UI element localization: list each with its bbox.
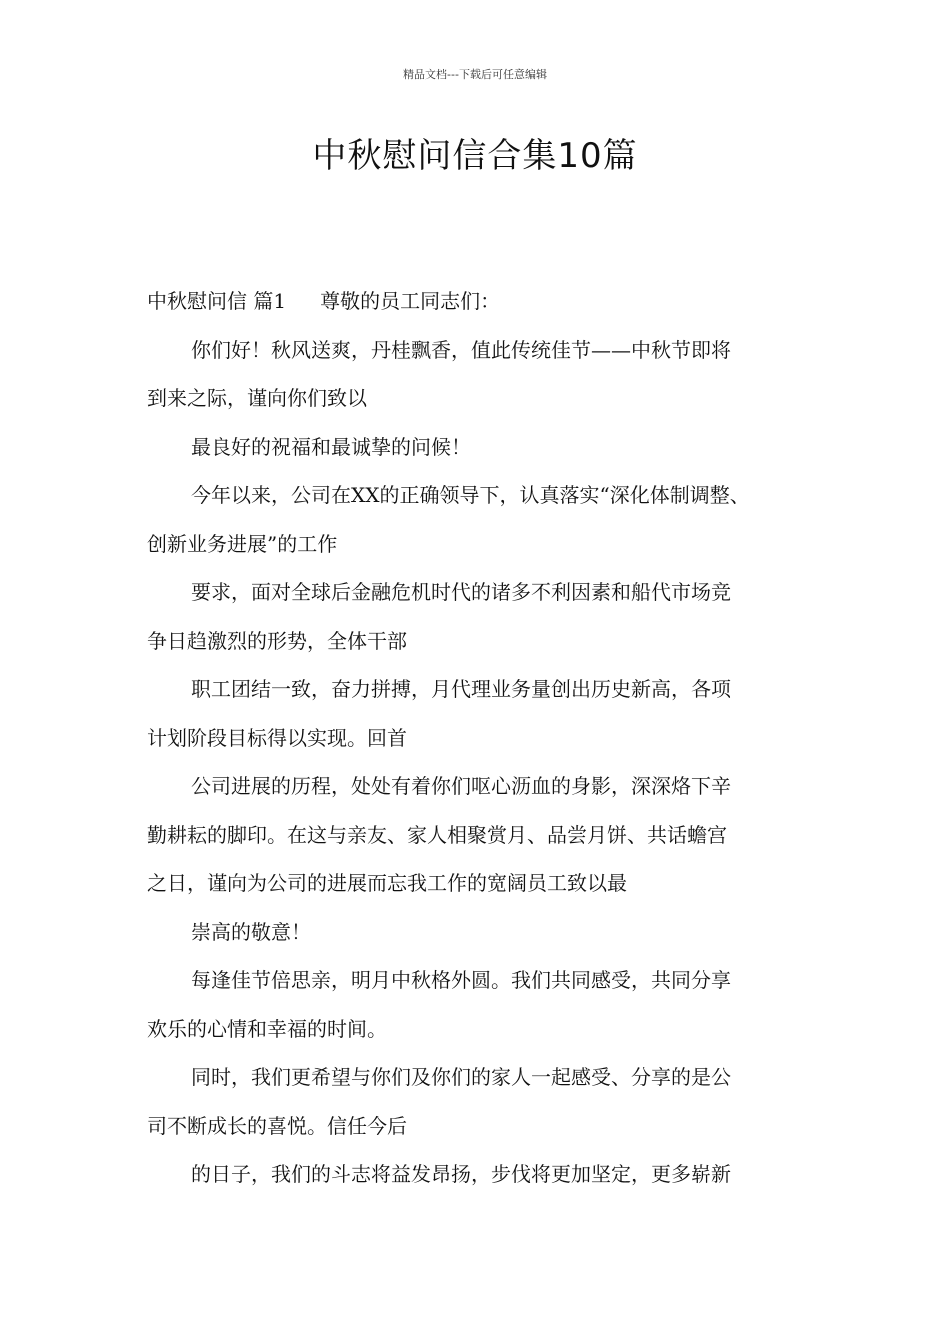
body-line: 最良好的祝福和最诚挚的问候！ (191, 434, 471, 459)
section-heading-line (147, 277, 827, 326)
body-line: 的日子，我们的斗志将益发昂扬，步伐将更加坚定，更多崭新 (191, 1162, 731, 1186)
body-line: 到来之际，谨向你们致以 (147, 386, 367, 410)
body-line: 勤耕耘的脚印。在这与亲友、家人相聚赏月、品尝月饼、共话蟾宫 (147, 822, 727, 847)
body-line: 崇高的敬意！ (191, 919, 311, 944)
body-line: 计划阶段目标得以实现。回首 (147, 725, 407, 750)
body-line: 之日，谨向为公司的进展而忘我工作的宽阔员工致以最 (147, 871, 627, 895)
body-line: 创新业务进展”的工作 (147, 531, 338, 556)
body-line: 每逢佳节倍思亲，明月中秋格外圆。我们共同感受，共同分享 (191, 968, 731, 992)
salutation: 尊敬的员工同志们： (320, 289, 501, 313)
page-header-note: 精品文档---下载后可任意编辑 (403, 68, 547, 81)
body-line: 今年以来，公司在XX的正确领导下，认真落实“深化体制调整、 (191, 483, 750, 507)
body-line: 欢乐的心情和幸福的时间。 (147, 1016, 387, 1041)
body-line: 职工团结一致，奋力拼搏，月代理业务量创出历史新高，各项 (191, 677, 731, 701)
letter-body (147, 277, 827, 1199)
body-line: 司不断成长的喜悦。信任今后 (147, 1113, 407, 1138)
body-line: 公司进展的历程，处处有着你们呕心沥血的身影，深深烙下辛 (191, 774, 731, 798)
body-line: 争日趋激烈的形势，全体干部 (147, 628, 407, 653)
document-title: 中秋慰问信合集10篇 (312, 136, 638, 176)
body-line: 你们好！秋风送爽，丹桂飘香，值此传统佳节——中秋节即将 (191, 337, 731, 362)
section-label: 中秋慰问信 篇1 (147, 289, 287, 313)
body-line: 同时，我们更希望与你们及你们的家人一起感受、分享的是公 (191, 1065, 731, 1089)
body-line: 要求，面对全球后金融危机时代的诸多不利因素和船代市场竞 (191, 580, 731, 604)
